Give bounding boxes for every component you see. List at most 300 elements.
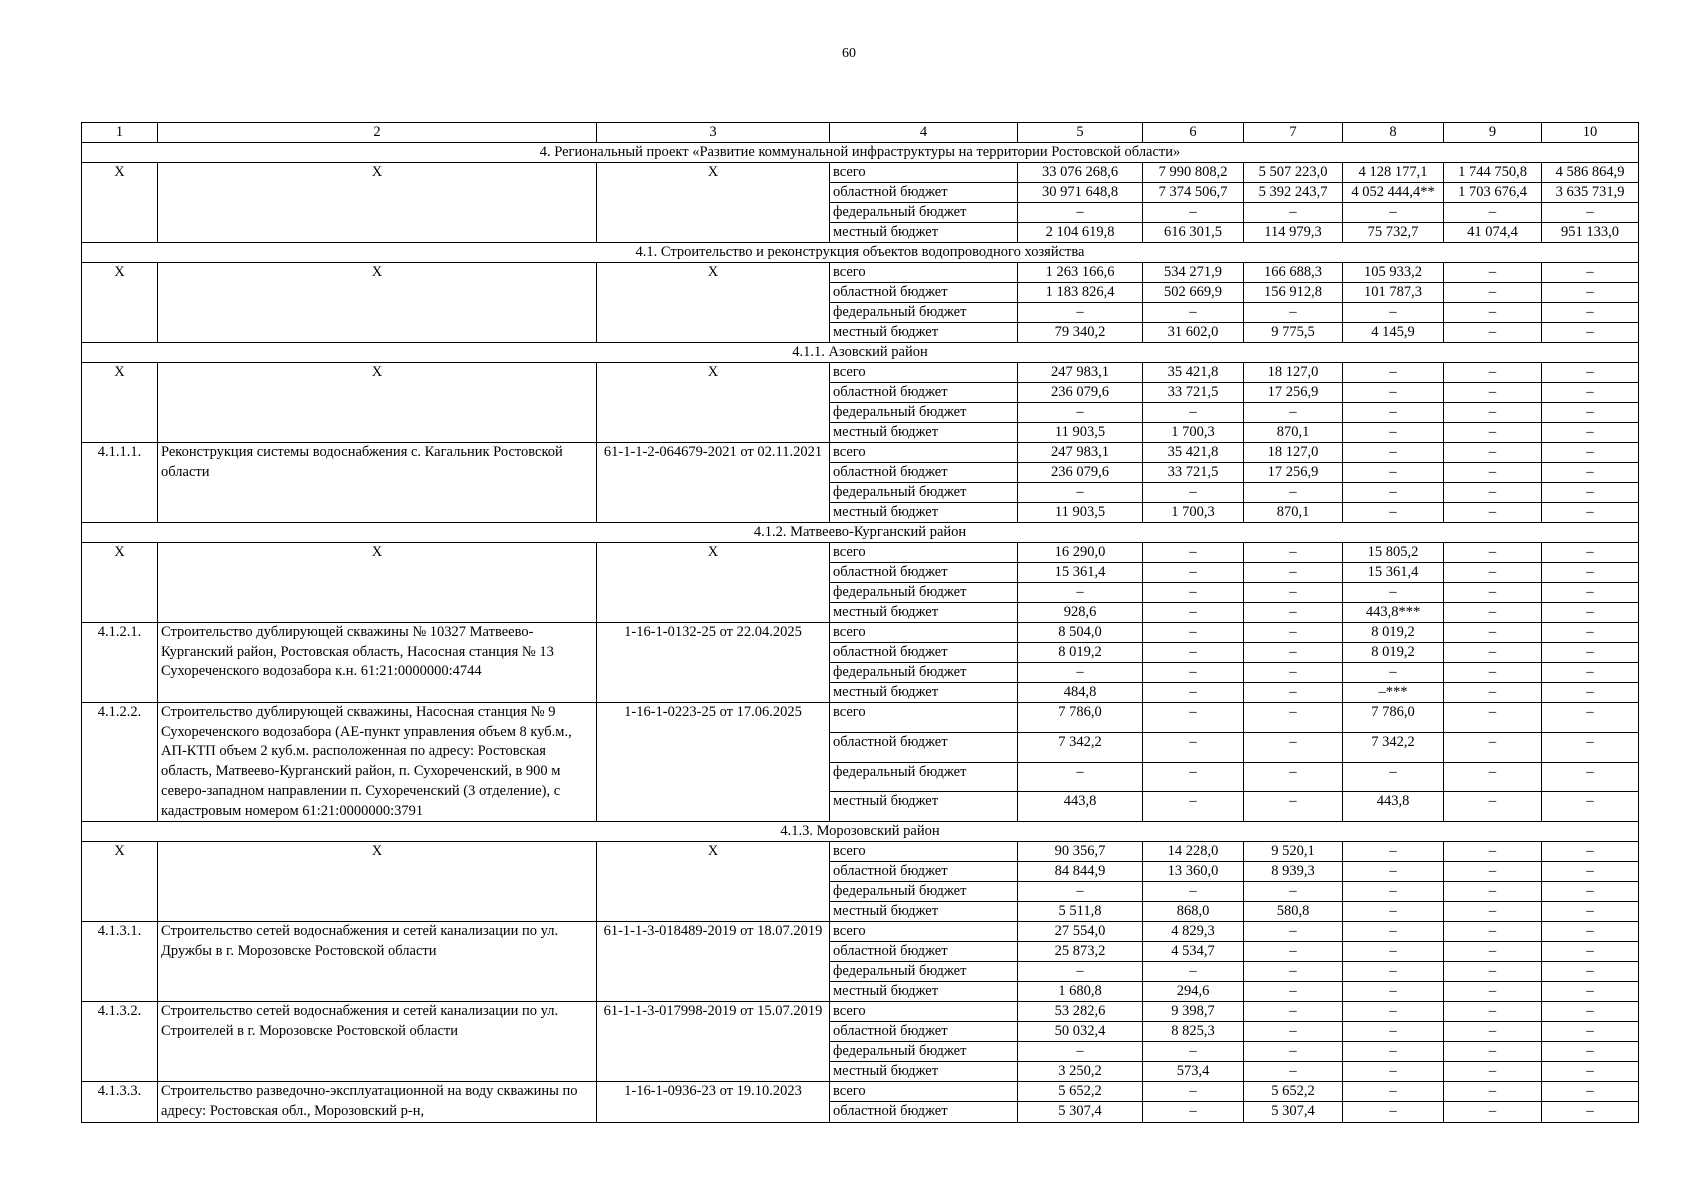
amount-cell: – (1244, 703, 1343, 733)
amount-cell: 27 554,0 (1018, 922, 1143, 942)
amount-cell: – (1343, 1102, 1444, 1122)
amount-cell: 156 912,8 (1244, 283, 1343, 303)
amount-cell: – (1143, 732, 1244, 762)
amount-cell: – (1143, 303, 1244, 323)
amount-cell: 1 183 826,4 (1018, 283, 1143, 303)
amount-cell: – (1444, 383, 1542, 403)
amount-cell: – (1444, 862, 1542, 882)
item-document: 1-16-1-0132-25 от 22.04.2025 (597, 623, 830, 703)
amount-cell: 50 032,4 (1018, 1022, 1143, 1042)
amount-cell: 928,6 (1018, 603, 1143, 623)
item-name: Х (158, 363, 597, 443)
amount-cell: – (1542, 603, 1639, 623)
amount-cell: 4 829,3 (1143, 922, 1244, 942)
amount-cell: – (1444, 583, 1542, 603)
amount-cell: – (1542, 363, 1639, 383)
budget-source-label: федеральный бюджет (830, 483, 1018, 503)
amount-cell: – (1542, 543, 1639, 563)
amount-cell: 5 307,4 (1018, 1102, 1143, 1122)
amount-cell: 484,8 (1018, 683, 1143, 703)
amount-cell: – (1444, 703, 1542, 733)
amount-cell: 4 534,7 (1143, 942, 1244, 962)
amount-cell: 33 721,5 (1143, 383, 1244, 403)
amount-cell: 84 844,9 (1018, 862, 1143, 882)
amount-cell: – (1143, 403, 1244, 423)
amount-cell: 580,8 (1244, 902, 1343, 922)
budget-source-label: всего (830, 443, 1018, 463)
amount-cell: 30 971 648,8 (1018, 183, 1143, 203)
item-document: Х (597, 263, 830, 343)
amount-cell: – (1343, 882, 1444, 902)
amount-cell: – (1343, 663, 1444, 683)
amount-cell: – (1444, 423, 1542, 443)
amount-cell: 33 076 268,6 (1018, 163, 1143, 183)
amount-cell: 18 127,0 (1244, 443, 1343, 463)
amount-cell: – (1542, 982, 1639, 1002)
item-name: Строительство сетей водоснабжения и сетей канализации по ул. Дружбы в г. Морозовске Ростовской области (158, 922, 597, 1002)
amount-cell: 4 586 864,9 (1542, 163, 1639, 183)
amount-cell: – (1018, 303, 1143, 323)
budget-source-label: областной бюджет (830, 732, 1018, 762)
budget-source-label: федеральный бюджет (830, 762, 1018, 792)
amount-cell: – (1143, 1042, 1244, 1062)
column-header: 1 (82, 123, 158, 143)
amount-cell: 7 990 808,2 (1143, 163, 1244, 183)
budget-row (82, 263, 1639, 283)
amount-cell: 573,4 (1143, 1062, 1244, 1082)
amount-cell: 9 775,5 (1244, 323, 1343, 343)
amount-cell: 236 079,6 (1018, 463, 1143, 483)
budget-source-label: областной бюджет (830, 383, 1018, 403)
amount-cell: – (1244, 1042, 1343, 1062)
amount-cell: – (1542, 283, 1639, 303)
amount-cell: – (1444, 543, 1542, 563)
amount-cell: – (1542, 1062, 1639, 1082)
amount-cell: 1 744 750,8 (1444, 163, 1542, 183)
amount-cell: – (1143, 563, 1244, 583)
amount-cell: – (1343, 902, 1444, 922)
item-number: 4.1.2.2. (82, 703, 158, 822)
amount-cell: – (1244, 403, 1343, 423)
amount-cell: – (1444, 1102, 1542, 1122)
item-name: Строительство дублирующей скважины, Насосная станция № 9 Сухореченского водозабора (АЕ-пункт управления объем 8 куб.м., АП-КТП объем 2 куб.м. расположенная по адресу: Ростовская область, Матвеево-Курганский район, п. Сухореченский, в 900 м северо-западном направлении п. Сухореченский (3 отделение), с кадастровым номером 61:21:0000000:3791 (158, 703, 597, 822)
amount-cell: – (1143, 762, 1244, 792)
amount-cell: – (1143, 603, 1244, 623)
item-name: Строительство сетей водоснабжения и сетей канализации по ул. Строителей в г. Морозовске Ростовской области (158, 1002, 597, 1082)
amount-cell: – (1542, 563, 1639, 583)
amount-cell: – (1542, 792, 1639, 822)
amount-cell: – (1343, 583, 1444, 603)
budget-row (82, 703, 1639, 733)
amount-cell: – (1343, 762, 1444, 792)
amount-cell: – (1444, 503, 1542, 523)
amount-cell: 166 688,3 (1244, 263, 1343, 283)
item-name: Строительство дублирующей скважины № 10327 Матвеево-Курганский район, Ростовская область, Насосная станция № 13 Сухореченского водозабора к.н. 61:21:0000000:4744 (158, 623, 597, 703)
amount-cell: 14 228,0 (1143, 842, 1244, 862)
amount-cell: – (1343, 982, 1444, 1002)
amount-cell: – (1143, 203, 1244, 223)
amount-cell: – (1343, 842, 1444, 862)
amount-cell: – (1542, 663, 1639, 683)
budget-source-label: местный бюджет (830, 603, 1018, 623)
column-header: 9 (1444, 123, 1542, 143)
amount-cell: – (1444, 643, 1542, 663)
amount-cell: 18 127,0 (1244, 363, 1343, 383)
amount-cell: – (1244, 882, 1343, 902)
amount-cell: – (1542, 1102, 1639, 1122)
budget-source-label: областной бюджет (830, 1102, 1018, 1122)
item-number: 4.1.1.1. (82, 443, 158, 523)
amount-cell: – (1542, 463, 1639, 483)
column-header: 5 (1018, 123, 1143, 143)
column-header: 4 (830, 123, 1018, 143)
amount-cell: 7 342,2 (1343, 732, 1444, 762)
amount-cell: – (1542, 1082, 1639, 1102)
amount-cell: 15 805,2 (1343, 543, 1444, 563)
amount-cell: – (1542, 643, 1639, 663)
amount-cell: – (1343, 203, 1444, 223)
budget-row (82, 1002, 1639, 1022)
amount-cell: – (1444, 962, 1542, 982)
amount-cell: – (1143, 483, 1244, 503)
budget-source-label: местный бюджет (830, 323, 1018, 343)
amount-cell: – (1444, 263, 1542, 283)
amount-cell: – (1244, 1062, 1343, 1082)
amount-cell: – (1143, 792, 1244, 822)
item-document: 61-1-1-2-064679-2021 от 02.11.2021 (597, 443, 830, 523)
amount-cell: – (1244, 792, 1343, 822)
budget-source-label: всего (830, 623, 1018, 643)
amount-cell: – (1018, 762, 1143, 792)
item-document: 1-16-1-0223-25 от 17.06.2025 (597, 703, 830, 822)
amount-cell: – (1542, 1002, 1639, 1022)
amount-cell: – (1542, 503, 1639, 523)
amount-cell: – (1444, 663, 1542, 683)
budget-row (82, 443, 1639, 463)
amount-cell: 105 933,2 (1343, 263, 1444, 283)
amount-cell: – (1343, 363, 1444, 383)
item-number: 4.1.2.1. (82, 623, 158, 703)
amount-cell: – (1444, 563, 1542, 583)
amount-cell: – (1444, 762, 1542, 792)
budget-source-label: федеральный бюджет (830, 403, 1018, 423)
budget-source-label: местный бюджет (830, 982, 1018, 1002)
amount-cell: 247 983,1 (1018, 443, 1143, 463)
budget-source-label: областной бюджет (830, 563, 1018, 583)
amount-cell: – (1444, 982, 1542, 1002)
amount-cell: – (1018, 583, 1143, 603)
budget-source-label: местный бюджет (830, 902, 1018, 922)
budget-source-label: местный бюджет (830, 223, 1018, 243)
budget-row (82, 163, 1639, 183)
column-header: 6 (1143, 123, 1244, 143)
budget-source-label: федеральный бюджет (830, 882, 1018, 902)
amount-cell: 443,8*** (1343, 603, 1444, 623)
amount-cell: 1 700,3 (1143, 503, 1244, 523)
amount-cell: 8 825,3 (1143, 1022, 1244, 1042)
amount-cell: – (1444, 1062, 1542, 1082)
amount-cell: 35 421,8 (1143, 363, 1244, 383)
item-document: Х (597, 543, 830, 623)
amount-cell: – (1143, 683, 1244, 703)
budget-row (82, 842, 1639, 862)
amount-cell: – (1343, 1082, 1444, 1102)
amount-cell: – (1018, 1042, 1143, 1062)
amount-cell: 31 602,0 (1143, 323, 1244, 343)
amount-cell: 5 652,2 (1244, 1082, 1343, 1102)
budget-source-label: местный бюджет (830, 1062, 1018, 1082)
amount-cell: – (1542, 443, 1639, 463)
amount-cell: – (1143, 1102, 1244, 1122)
section-title: 4.1.2. Матвеево-Курганский район (82, 523, 1639, 543)
amount-cell: – (1343, 463, 1444, 483)
amount-cell: – (1343, 483, 1444, 503)
column-header: 2 (158, 123, 597, 143)
amount-cell: – (1244, 762, 1343, 792)
amount-cell: – (1444, 1042, 1542, 1062)
amount-cell: – (1542, 303, 1639, 323)
amount-cell: 35 421,8 (1143, 443, 1244, 463)
amount-cell: – (1343, 1062, 1444, 1082)
amount-cell: – (1542, 902, 1639, 922)
amount-cell: – (1018, 203, 1143, 223)
amount-cell: – (1444, 922, 1542, 942)
amount-cell: – (1343, 383, 1444, 403)
section-row (82, 243, 1639, 263)
amount-cell: 7 786,0 (1343, 703, 1444, 733)
amount-cell: – (1542, 383, 1639, 403)
item-name: Реконструкция системы водоснабжения с. Кагальник Ростовской области (158, 443, 597, 523)
amount-cell: – (1444, 303, 1542, 323)
amount-cell: – (1143, 663, 1244, 683)
budget-source-label: всего (830, 703, 1018, 733)
amount-cell: 951 133,0 (1542, 223, 1639, 243)
amount-cell: – (1444, 902, 1542, 922)
column-header: 8 (1343, 123, 1444, 143)
amount-cell: 247 983,1 (1018, 363, 1143, 383)
amount-cell: 8 939,3 (1244, 862, 1343, 882)
amount-cell: – (1143, 1082, 1244, 1102)
budget-source-label: всего (830, 842, 1018, 862)
amount-cell: – (1244, 663, 1343, 683)
amount-cell: – (1444, 323, 1542, 343)
amount-cell: 41 074,4 (1444, 223, 1542, 243)
amount-cell: – (1542, 922, 1639, 942)
amount-cell: – (1343, 403, 1444, 423)
budget-source-label: всего (830, 363, 1018, 383)
item-number: 4.1.3.1. (82, 922, 158, 1002)
amount-cell: – (1542, 483, 1639, 503)
amount-cell: – (1244, 1002, 1343, 1022)
amount-cell: – (1143, 882, 1244, 902)
section-row (82, 143, 1639, 163)
budget-row (82, 922, 1639, 942)
amount-cell: 443,8 (1343, 792, 1444, 822)
item-document: 61-1-1-3-017998-2019 от 15.07.2019 (597, 1002, 830, 1082)
amount-cell: – (1444, 942, 1542, 962)
amount-cell: 534 271,9 (1143, 263, 1244, 283)
item-number: 4.1.3.2. (82, 1002, 158, 1082)
amount-cell: – (1542, 683, 1639, 703)
amount-cell: 8 019,2 (1343, 643, 1444, 663)
amount-cell: – (1343, 1042, 1444, 1062)
amount-cell: – (1244, 683, 1343, 703)
budget-source-label: местный бюджет (830, 423, 1018, 443)
amount-cell: – (1542, 703, 1639, 733)
amount-cell: 11 903,5 (1018, 503, 1143, 523)
amount-cell: – (1244, 1022, 1343, 1042)
amount-cell: – (1542, 203, 1639, 223)
amount-cell: – (1444, 363, 1542, 383)
amount-cell: 8 019,2 (1018, 643, 1143, 663)
amount-cell: – (1444, 463, 1542, 483)
budget-source-label: всего (830, 1082, 1018, 1102)
amount-cell: – (1444, 792, 1542, 822)
budget-source-label: всего (830, 263, 1018, 283)
amount-cell: 443,8 (1018, 792, 1143, 822)
budget-row (82, 543, 1639, 563)
amount-cell: 75 732,7 (1343, 223, 1444, 243)
amount-cell: 5 511,8 (1018, 902, 1143, 922)
amount-cell: – (1018, 483, 1143, 503)
amount-cell: – (1444, 732, 1542, 762)
amount-cell: 101 787,3 (1343, 283, 1444, 303)
amount-cell: – (1444, 842, 1542, 862)
amount-cell: 5 652,2 (1018, 1082, 1143, 1102)
amount-cell: – (1143, 583, 1244, 603)
amount-cell: 868,0 (1143, 902, 1244, 922)
amount-cell: – (1542, 423, 1639, 443)
column-header: 3 (597, 123, 830, 143)
amount-cell: – (1143, 623, 1244, 643)
item-document: Х (597, 842, 830, 922)
amount-cell: – (1444, 483, 1542, 503)
amount-cell: – (1244, 203, 1343, 223)
item-name: Х (158, 263, 597, 343)
amount-cell: 5 392 243,7 (1244, 183, 1343, 203)
budget-source-label: областной бюджет (830, 643, 1018, 663)
budget-source-label: местный бюджет (830, 683, 1018, 703)
amount-cell: – (1244, 583, 1343, 603)
column-header: 7 (1244, 123, 1343, 143)
budget-source-label: областной бюджет (830, 1022, 1018, 1042)
amount-cell: 1 700,3 (1143, 423, 1244, 443)
section-title: 4.1. Строительство и реконструкция объектов водопроводного хозяйства (82, 243, 1639, 263)
amount-cell: – (1244, 563, 1343, 583)
budget-source-label: местный бюджет (830, 792, 1018, 822)
amount-cell: 11 903,5 (1018, 423, 1143, 443)
amount-cell: 25 873,2 (1018, 942, 1143, 962)
amount-cell: – (1244, 942, 1343, 962)
budget-table (81, 122, 1639, 1123)
amount-cell: – (1444, 623, 1542, 643)
amount-cell: 1 680,8 (1018, 982, 1143, 1002)
amount-cell: – (1244, 643, 1343, 663)
amount-cell: – (1444, 683, 1542, 703)
amount-cell: – (1143, 643, 1244, 663)
budget-source-label: областной бюджет (830, 862, 1018, 882)
amount-cell: 79 340,2 (1018, 323, 1143, 343)
amount-cell: 4 052 444,4** (1343, 183, 1444, 203)
amount-cell: – (1343, 503, 1444, 523)
amount-cell: 1 263 166,6 (1018, 263, 1143, 283)
item-number: Х (82, 163, 158, 243)
amount-cell: 17 256,9 (1244, 383, 1343, 403)
budget-source-label: федеральный бюджет (830, 303, 1018, 323)
amount-cell: 3 250,2 (1018, 1062, 1143, 1082)
amount-cell: – (1143, 962, 1244, 982)
amount-cell: –*** (1343, 683, 1444, 703)
amount-cell: – (1343, 423, 1444, 443)
page-number: 60 (842, 46, 856, 61)
amount-cell: – (1444, 1082, 1542, 1102)
amount-cell: 8 504,0 (1018, 623, 1143, 643)
amount-cell: 7 374 506,7 (1143, 183, 1244, 203)
amount-cell: 616 301,5 (1143, 223, 1244, 243)
amount-cell: 7 786,0 (1018, 703, 1143, 733)
amount-cell: 15 361,4 (1018, 563, 1143, 583)
amount-cell: 5 307,4 (1244, 1102, 1343, 1122)
amount-cell: – (1542, 263, 1639, 283)
amount-cell: – (1542, 583, 1639, 603)
item-number: Х (82, 363, 158, 443)
budget-source-label: всего (830, 1002, 1018, 1022)
column-header-row (82, 123, 1639, 143)
amount-cell: 3 635 731,9 (1542, 183, 1639, 203)
amount-cell: 16 290,0 (1018, 543, 1143, 563)
item-name: Строительство разведочно-эксплуатационной на воду скважины по адресу: Ростовская обл., Морозовский р-н, (158, 1082, 597, 1122)
amount-cell: – (1542, 942, 1639, 962)
amount-cell: – (1444, 1022, 1542, 1042)
amount-cell: – (1542, 1022, 1639, 1042)
budget-source-label: местный бюджет (830, 503, 1018, 523)
amount-cell: – (1542, 862, 1639, 882)
budget-row (82, 623, 1639, 643)
amount-cell: – (1244, 962, 1343, 982)
amount-cell: – (1018, 663, 1143, 683)
amount-cell: – (1542, 623, 1639, 643)
budget-row (82, 363, 1639, 383)
amount-cell: – (1542, 762, 1639, 792)
amount-cell: – (1244, 483, 1343, 503)
amount-cell: 33 721,5 (1143, 463, 1244, 483)
amount-cell: – (1542, 882, 1639, 902)
amount-cell: – (1444, 882, 1542, 902)
amount-cell: – (1542, 1042, 1639, 1062)
amount-cell: 2 104 619,8 (1018, 223, 1143, 243)
budget-source-label: федеральный бюджет (830, 1042, 1018, 1062)
amount-cell: 294,6 (1143, 982, 1244, 1002)
budget-source-label: областной бюджет (830, 942, 1018, 962)
section-title: 4.1.3. Морозовский район (82, 822, 1639, 842)
section-row (82, 343, 1639, 363)
amount-cell: 4 145,9 (1343, 323, 1444, 343)
amount-cell: – (1244, 732, 1343, 762)
amount-cell: 9 398,7 (1143, 1002, 1244, 1022)
item-name: Х (158, 543, 597, 623)
amount-cell: – (1343, 962, 1444, 982)
amount-cell: – (1444, 443, 1542, 463)
amount-cell: – (1244, 623, 1343, 643)
budget-source-label: всего (830, 163, 1018, 183)
budget-source-label: федеральный бюджет (830, 962, 1018, 982)
amount-cell: – (1343, 922, 1444, 942)
section-row (82, 523, 1639, 543)
amount-cell: – (1542, 732, 1639, 762)
amount-cell: 8 019,2 (1343, 623, 1444, 643)
column-header: 10 (1542, 123, 1639, 143)
amount-cell: – (1244, 543, 1343, 563)
